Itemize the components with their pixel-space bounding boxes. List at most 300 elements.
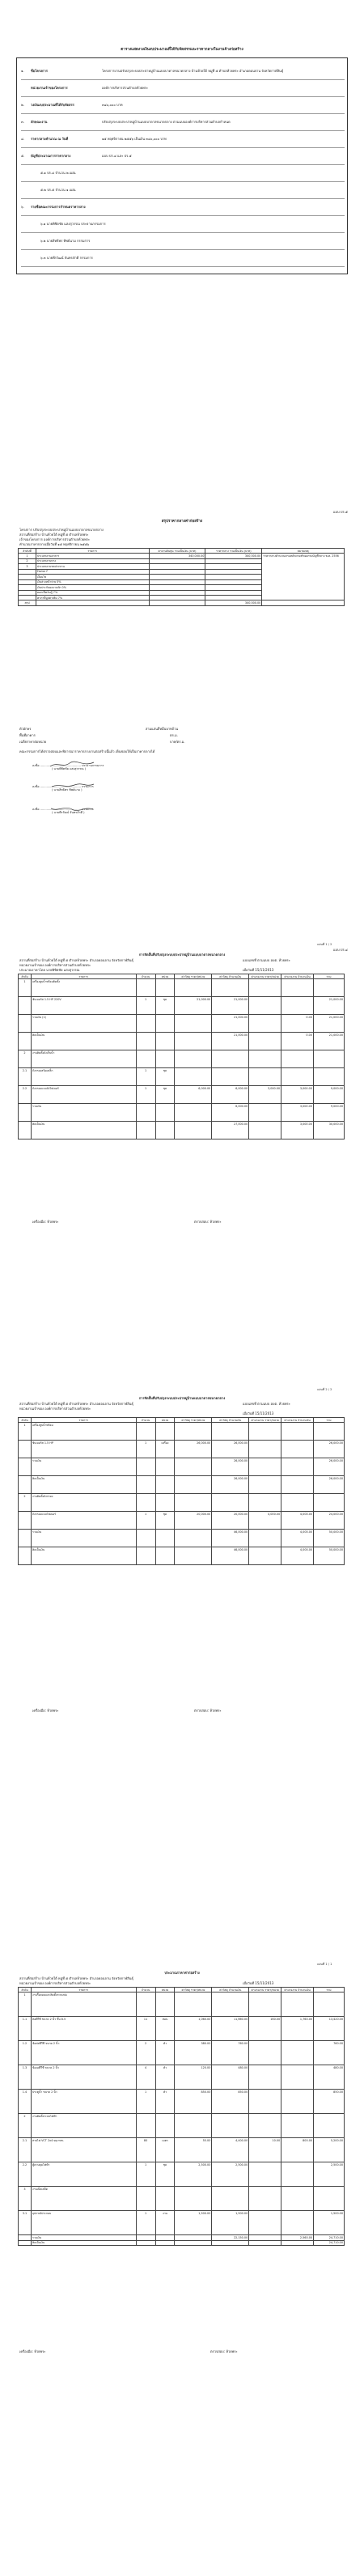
row-unit: เมตร (155, 2138, 175, 2162)
row-labour-amount (281, 1494, 314, 1512)
row-name: งานติดตั้งถังเก็บน้ำ (31, 1050, 136, 1068)
page-number: แผ่นที่ 1 / 1 (317, 1963, 332, 1966)
summary-table (18, 548, 345, 606)
row-unit (155, 1547, 175, 1565)
row-sum: 21,000.00 (313, 997, 344, 1015)
row-number: 2 (19, 1494, 32, 1512)
col-header: ค่าแรงงาน จำนวนเงิน (281, 1418, 314, 1423)
col-no: ลำดับที่ (19, 549, 36, 554)
row-qty (136, 1015, 155, 1033)
row-material-price: 6,000.00 (175, 1086, 212, 1104)
sign-left: เครื่องมือ: ห้วยพระ (32, 1220, 59, 1224)
row-unit: เครื่อง (155, 1441, 175, 1458)
row-qty: 1 (136, 1068, 155, 1086)
location-line: สถานที่ก่อสร้าง บ้านห้วยใต้ หมู่ที่ ๕ ตำบลห้วยพระ อำเภอดอนจาน จังหวัดกาฬสินธุ์ (19, 958, 133, 962)
row-qty: 1 (136, 2090, 155, 2114)
factor-line: ดอกเบี้ยเงินกู้ 7% (36, 590, 149, 595)
date-line: เมื่อวันที่ 15/11/2013 (243, 968, 274, 972)
row-labour-amount: 4,000.00 (281, 1547, 314, 1565)
factor-line: ค่าภาษีมูลค่าเพิ่ม 7% (36, 595, 149, 600)
total-labour: 2,560.00 (281, 2235, 314, 2240)
row-labour-amount: 3,000.00 (281, 1122, 314, 1139)
row-number: 1.2 (19, 2041, 32, 2065)
row-unit: ตัว (155, 2090, 175, 2114)
row-labour-price (249, 1104, 281, 1122)
row-labour-amount: 1,760.00 (281, 2017, 314, 2041)
item-cost: 340,000.00 (149, 554, 205, 558)
row-sum: 480.00 (314, 2065, 345, 2090)
row-name: ถังกรองแบบไฟเบอร์ (31, 1512, 136, 1530)
row-labour-amount (281, 1476, 314, 1494)
row-name: อุปกรณ์ประกอบ (31, 2211, 136, 2235)
row-qty (136, 979, 155, 997)
col-total: ราคากลาง รวมเป็นเงิน (บาท) (205, 549, 262, 554)
row-qty (136, 1494, 155, 1512)
row-labour-amount (281, 2090, 314, 2114)
col-header: ลำดับ (19, 1988, 32, 1992)
row-material-amount: 11,660.00 (212, 2017, 249, 2041)
col-header: หน่วย (155, 974, 175, 979)
row-number: 1.1 (19, 2017, 32, 2041)
item-name: ประเภทงานชลประทาน (36, 564, 149, 569)
area-unit: ตร.ม. (170, 733, 178, 737)
row-material-price: 380.00 (175, 2041, 212, 2065)
row-qty (136, 1547, 155, 1565)
row-material-amount: 6,000.00 (212, 1086, 249, 1104)
spec-row-text: ๕.๑ ปร.๔ จำนวน ๒ แผ่น (40, 171, 76, 175)
location-line: สถานที่ก่อสร้าง บ้านห้วยใต้ หมู่ที่ ๕ ตำบลห้วยพระ อำเภอดอนจาน จังหวัดกาฬสินธุ์ (19, 1402, 133, 1406)
col-header: ค่าแรงงาน ราคา/หน่วย (249, 1418, 281, 1423)
row-sum: 26,000.00 (314, 1441, 345, 1458)
row-name: ถังกรองแบบถังไฟเบอร์ (31, 1086, 136, 1104)
row-material-price (175, 2187, 212, 2211)
row-labour-price (249, 2114, 281, 2138)
row-material-amount: 20,000.00 (212, 1512, 249, 1530)
col-header: รวม (313, 974, 344, 979)
row-unit: ชุด (155, 2162, 175, 2187)
row-material-price (175, 1122, 212, 1139)
row-labour-price: 10.00 (249, 2138, 281, 2162)
page-1-title: ตารางแสดงวงเงินงบประมาณที่ได้รับจัดสรรและราคากลางในงานจ้างก่อสร้าง (121, 48, 243, 52)
row-material-amount (212, 1423, 249, 1441)
row-unit: ชุด (155, 1512, 175, 1530)
row-material-amount: 27,000.00 (212, 1122, 249, 1139)
row-material-price: 20,000.00 (175, 1512, 212, 1530)
row-number (19, 1530, 32, 1547)
row-unit: ท่อน (155, 2017, 175, 2041)
col-header: หน่วย (155, 1988, 175, 1992)
row-material-amount: 21,000.00 (212, 1015, 249, 1033)
grand-total-row (19, 2240, 345, 2245)
unit-price-unit: บาท/ตร.ม. (170, 740, 185, 744)
col-header: ค่าแรงงาน จำนวนเงิน (281, 1988, 314, 1992)
factor-line: Factor F (36, 569, 149, 574)
page-number: แผ่นที่ 1 / 2 (317, 943, 332, 946)
item-number: 1 (19, 554, 36, 558)
signer-3: ลงชื่อ ............................................ กรรมการ ( นายพีรวัฒน์ จันทรภักดี ) (32, 808, 94, 815)
row-qty (136, 1423, 155, 1441)
row-labour-price (249, 2065, 281, 2090)
estimate-row (19, 2187, 345, 2211)
spec-row-number: ๒. (21, 103, 24, 107)
spec-row (21, 251, 345, 267)
row-material-price: 120.00 (175, 2065, 212, 2090)
spec-row-label: ลักษณะงาน (31, 120, 48, 124)
row-number (19, 1015, 32, 1033)
row-material-price: 2,500.00 (175, 2162, 212, 2187)
row-name: คิดเป็นเงิน (31, 1033, 136, 1050)
row-labour-price (249, 1441, 281, 1458)
estimate-row (19, 1441, 345, 1458)
row-name: เครื่องสูบน้ำพร้อม (31, 1423, 136, 1441)
row-number (19, 997, 32, 1015)
row-qty (136, 1476, 155, 1494)
signer-1-role: ประธานกรรมการ (82, 764, 104, 767)
estimate-row (19, 979, 345, 997)
row-sum: 21,000.00 (313, 1033, 344, 1050)
factor-line: เงินล่วงหน้าจ่าย 0% (36, 579, 149, 584)
row-sum: 13,420.00 (314, 2017, 345, 2041)
row-material-amount: 46,000.00 (212, 1530, 249, 1547)
row-sum (313, 1050, 344, 1068)
col-header: ลำดับ (19, 974, 32, 979)
row-qty (136, 2187, 155, 2211)
row-material-amount: 480.00 (212, 2065, 249, 2090)
estimate-row (19, 2090, 345, 2114)
row-labour-price (249, 2041, 281, 2065)
signer-3-name: ( นายพีรวัฒน์ จันทรภักดี ) (52, 811, 85, 815)
col-header: ค่าวัสดุ ราคา/หน่วย (175, 974, 212, 979)
row-labour-amount (281, 1068, 314, 1086)
estimate-row (19, 1033, 345, 1050)
page-5 (0, 1963, 364, 2383)
calc-line: ประมาณราคาโดย นายพิชิตชัย แสงสุวรรณ (19, 968, 80, 972)
row-unit (155, 1476, 175, 1494)
estimate-row (19, 2162, 345, 2187)
spec-row-number: ๖. (21, 205, 24, 209)
row-labour-price (249, 2187, 281, 2211)
sign-right: ตรวจสอบ: ห้วยพระ (194, 1708, 222, 1712)
signature-scribble-1 (49, 761, 97, 769)
factor-line: เงื่อนไข (36, 575, 149, 579)
spec-row-text: ๖.๒ นายสิทธิพร ทิพย์นาม กรรมการ (40, 239, 91, 243)
row-number (19, 1104, 32, 1122)
date-line: เมื่อวันที่ 15/11/2013 (243, 1981, 274, 1985)
row-labour-amount (281, 997, 314, 1015)
row-material-price (175, 1458, 212, 1476)
signature-scribble-2 (50, 782, 99, 790)
row-qty: 1 (136, 1086, 155, 1104)
row-qty: 1 (136, 1512, 155, 1530)
row-labour-price (249, 997, 281, 1015)
row-material-price (175, 1423, 212, 1441)
estimate-row (19, 2211, 345, 2235)
spec-row-number: ๓. (21, 120, 25, 124)
row-material-price: 26,000.00 (175, 1441, 212, 1458)
row-labour-amount: 4,000.00 (281, 1512, 314, 1530)
row-labour-amount (281, 2065, 314, 2090)
spec-row (21, 115, 345, 131)
col-header: ลำดับ (19, 1418, 32, 1423)
page-2-title: สรุปราคากลางค่าก่อสร้าง (161, 520, 203, 524)
designer-line: แบบเลขที่ ตามแบบ อบต. ห้วยพระ (243, 958, 290, 962)
estimate-row (19, 1423, 345, 1441)
spec-row-number: ๑. (21, 69, 24, 73)
col-header: รายการ (31, 974, 136, 979)
owner-line: เจ้าของโครงการ องค์การบริหารส่วนตำบลห้วยพระ (19, 537, 91, 541)
col-header: รายการ (31, 1418, 136, 1423)
row-name: ท่อพีวีซี ขนาด 2 นิ้ว ชั้น 8.5 (31, 2017, 136, 2041)
row-labour-amount (281, 1050, 314, 1068)
row-sum: 21,000.00 (313, 1015, 344, 1033)
row-labour-price (249, 1423, 281, 1441)
estimate-row (19, 1015, 345, 1033)
row-material-price: 1,060.00 (175, 2017, 212, 2041)
row-unit (155, 1423, 175, 1441)
row-labour-amount: 0.00 (281, 1015, 314, 1033)
factor-line: เงินประกันผลงานหัก 0% (36, 585, 149, 590)
row-sum: 50,000.00 (314, 1547, 345, 1565)
spec-row-text: ๑๕ พฤศจิกายน ๒๕๕๖ เป็นเงิน ๓๔๐,๐๐๐ บาท (102, 137, 167, 141)
row-sum: 5,200.00 (314, 2138, 345, 2162)
estimate-row (19, 2138, 345, 2162)
date-line: เมื่อวันที่ 15/11/2013 (243, 1411, 274, 1415)
signer-2-role: กรรมการ (82, 785, 94, 788)
item-number: 3 (19, 564, 36, 569)
row-number (19, 1476, 32, 1494)
row-labour-amount (281, 979, 314, 997)
estimate-row (19, 1068, 345, 1086)
row-unit (155, 1015, 175, 1033)
signer-1-name: ( นายพิชิตชัย แสงสุวรรณ ) (52, 767, 87, 771)
spec-row-text: ๓๔๐,๐๐๐ บาท (102, 103, 123, 107)
row-qty (136, 1050, 155, 1068)
row-name: ข้อต่อพีวีซี ขนาด 2 นิ้ว (31, 2041, 136, 2065)
row-number (19, 1033, 32, 1050)
owner-line: หน่วยงานเจ้าของ องค์การบริหารส่วนตำบลห้วยพระ (19, 1407, 91, 1411)
row-name: งานเบ็ดเตล็ด (31, 2187, 136, 2211)
row-name: รวมเงิน (31, 1104, 136, 1122)
row-unit (155, 1992, 175, 2017)
row-labour-amount: 0.00 (281, 1033, 314, 1050)
row-qty: 1 (136, 2162, 155, 2187)
spec-row (21, 200, 345, 216)
row-name: รวมเงิน (1) (31, 1015, 136, 1033)
spec-row-number: ๕. (21, 154, 25, 158)
col-cost: ค่างานต้นทุน รวมเป็นเงิน (บาท) (149, 549, 205, 554)
row-qty (136, 1104, 155, 1122)
spec-row (21, 234, 345, 250)
grand-sum: 24,710.00 (314, 2240, 345, 2245)
col-header: ค่าวัสดุ จำนวนเงิน (212, 974, 249, 979)
row-unit (155, 1530, 175, 1547)
location-line: สถานที่ก่อสร้าง บ้านห้วยใต้ หมู่ที่ ๕ ตำบลห้วยพระ อำเภอดอนจาน จังหวัดกาฬสินธุ์ (19, 1976, 133, 1980)
row-name: ซับเมอร์ส 1.5 HP 220V (31, 997, 136, 1015)
row-material-amount: 26,000.00 (212, 1441, 249, 1458)
row-name: คิดเป็นเงิน (31, 1122, 136, 1139)
row-labour-amount (281, 1423, 314, 1441)
row-unit (155, 1122, 175, 1139)
row-material-amount (212, 2187, 249, 2211)
row-sum: 24,000.00 (314, 1512, 345, 1530)
row-material-amount (212, 1068, 249, 1086)
row-material-amount: 6,000.00 (212, 1104, 249, 1122)
row-labour-amount (281, 1458, 314, 1476)
row-material-amount: 21,000.00 (212, 1033, 249, 1050)
row-labour-price: 3,000.00 (249, 1086, 281, 1104)
row-name: รวมเงิน (31, 1530, 136, 1547)
grand-label: คิดเป็นเงิน (31, 2240, 136, 2245)
item-number: 2 (19, 558, 36, 563)
owner-line: หน่วยงานเจ้าของ องค์การบริหารส่วนตำบลห้วยพระ (19, 1981, 91, 1985)
sum-label: สรุป (19, 601, 36, 605)
row-material-price (175, 1992, 212, 2017)
sum-value: 340,000.00 (205, 601, 262, 605)
page-4-title: การจัดสั้นที่ปรับปรุงระบบประปาหมู่บ้านแบบบาดาลขนาดกลาง (138, 1396, 226, 1400)
col-header: ค่าแรงงาน จำนวนเงิน (281, 974, 314, 979)
row-qty (136, 1458, 155, 1476)
row-number: 1.4 (19, 2090, 32, 2114)
row-labour-price (249, 1068, 281, 1086)
row-labour-price (249, 1992, 281, 2017)
row-labour-price (249, 1015, 281, 1033)
page-2 (0, 510, 364, 931)
sign-left: เครื่องมือ: ห้วยพระ (32, 1708, 59, 1712)
row-material-amount: 26,000.00 (212, 1476, 249, 1494)
row-unit (155, 1494, 175, 1512)
row-qty: 1 (136, 2211, 155, 2235)
row-qty (136, 1033, 155, 1050)
row-number: 1 (19, 1992, 32, 2017)
row-labour-amount: 4,000.00 (281, 1530, 314, 1547)
row-qty (136, 1122, 155, 1139)
row-sum: 2,500.00 (314, 2162, 345, 2187)
row-name: สายไฟ VCT 2x4 sq.mm. (31, 2138, 136, 2162)
col-header: ค่าวัสดุ ราคา/หน่วย (175, 1988, 212, 1992)
estimate-row (19, 1547, 345, 1565)
row-material-price (175, 2114, 212, 2138)
row-sum: 9,000.00 (313, 1086, 344, 1104)
row-labour-price (249, 1547, 281, 1565)
row-material-amount: 2,500.00 (212, 2162, 249, 2187)
row-labour-amount (281, 2041, 314, 2065)
row-material-amount: 46,000.00 (212, 1547, 249, 1565)
row-unit (155, 1104, 175, 1122)
page-1-rows (21, 64, 345, 268)
spec-row-label: ชื่อโครงการ (31, 69, 48, 73)
page-4 (0, 1388, 364, 1728)
total-material: 22,150.00 (212, 2235, 249, 2240)
row-number: 1.3 (19, 2065, 32, 2090)
row-labour-amount: 3,000.00 (281, 1086, 314, 1104)
spec-row-label: บัญชีประมาณการราคากลาง (31, 154, 71, 158)
col-header: ค่าวัสดุ จำนวนเงิน (212, 1418, 249, 1423)
row-unit: ตัว (155, 2041, 175, 2065)
estimate-row (19, 1512, 345, 1530)
row-number: 1 (19, 979, 32, 997)
row-labour-price (249, 1494, 281, 1512)
row-unit: ชุด (155, 997, 175, 1015)
row-material-price (175, 1050, 212, 1068)
spec-row (21, 166, 345, 182)
row-sum: 9,000.00 (313, 1104, 344, 1122)
row-labour-price (249, 979, 281, 997)
sign-right: ตรวจสอบ: ห้วยพระ (210, 2349, 238, 2353)
estimate-row (19, 1530, 345, 1547)
row-material-amount (212, 1992, 249, 2017)
row-material-amount (212, 2114, 249, 2138)
row-sum: 50,000.00 (314, 1530, 345, 1547)
row-labour-price (249, 2211, 281, 2235)
row-number (19, 1512, 32, 1530)
row-material-amount: 26,000.00 (212, 1458, 249, 1476)
row-qty: 80 (136, 2138, 155, 2162)
total-label: รวมเงิน (31, 2235, 136, 2240)
spec-row (21, 217, 345, 233)
row-unit (155, 1050, 175, 1068)
estimate-row (19, 1050, 345, 1068)
estimate-row (19, 1104, 345, 1122)
row-unit: ชุด (155, 1086, 175, 1104)
row-number (19, 1458, 32, 1476)
row-material-price (175, 1476, 212, 1494)
row-labour-price (249, 1476, 281, 1494)
row-labour-price (249, 1530, 281, 1547)
estimate-row (19, 2017, 345, 2041)
spec-row-text: แบบ ปร.๔ และ ปร.๕ (102, 154, 132, 158)
row-material-price: 55.00 (175, 2138, 212, 2162)
row-number: 3 (19, 2187, 32, 2211)
owner-line: หน่วยงานเจ้าของ องค์การบริหารส่วนตำบลห้วยพระ (19, 963, 91, 967)
row-material-price: 21,000.00 (175, 997, 212, 1015)
spec-row-text: องค์การบริหารส่วนตำบลห้วยพระ (102, 86, 148, 90)
spec-row-label: หน่วยงานเจ้าของโครงการ (31, 86, 68, 90)
spec-row-text: ๖.๑ นายพิชิตชัย แสงสุวรรณ ประธานกรรมการ (40, 222, 106, 226)
row-labour-amount (281, 1441, 314, 1458)
estimate-row (19, 2114, 345, 2138)
col-remark: หมายเหตุ (262, 549, 345, 554)
row-unit (155, 2187, 175, 2211)
col-header: ค่าแรงงาน ราคา/หน่วย (249, 1988, 281, 1992)
row-material-amount: 850.00 (212, 2090, 249, 2114)
estimate-row (19, 1122, 345, 1139)
col-header: หน่วย (155, 1418, 175, 1423)
spec-row (21, 132, 345, 148)
col-header: จำนวน (136, 974, 155, 979)
sum-row (19, 601, 345, 605)
col-header: จำนวน (136, 1418, 155, 1423)
row-number: 1 (19, 1423, 32, 1441)
page-1 (0, 45, 364, 279)
row-material-price (175, 979, 212, 997)
row-unit (155, 1033, 175, 1050)
row-number (19, 1547, 32, 1565)
row-sum (314, 1423, 345, 1441)
row-labour-price (249, 2162, 281, 2187)
row-sum: 760.00 (314, 2041, 345, 2065)
row-unit (155, 2114, 175, 2138)
row-unit: ตัว (155, 2065, 175, 2090)
spec-row-text: ๖.๓ นายพีรวัฒน์ จันทรภักดี กรรมการ (40, 256, 93, 260)
spec-row (21, 64, 345, 80)
row-labour-price (249, 1122, 281, 1139)
row-material-price (175, 1547, 212, 1565)
row-qty (136, 1530, 155, 1547)
sign-left: เครื่องมือ: ห้วยพระ (19, 2349, 46, 2353)
row-unit (155, 1458, 175, 1476)
spec-row (21, 183, 345, 199)
remark-cell: ราคากลางคำนวณตามหลักเกณฑ์ของกรมบัญชีกลาง พ.ศ. 2556 (262, 554, 345, 601)
